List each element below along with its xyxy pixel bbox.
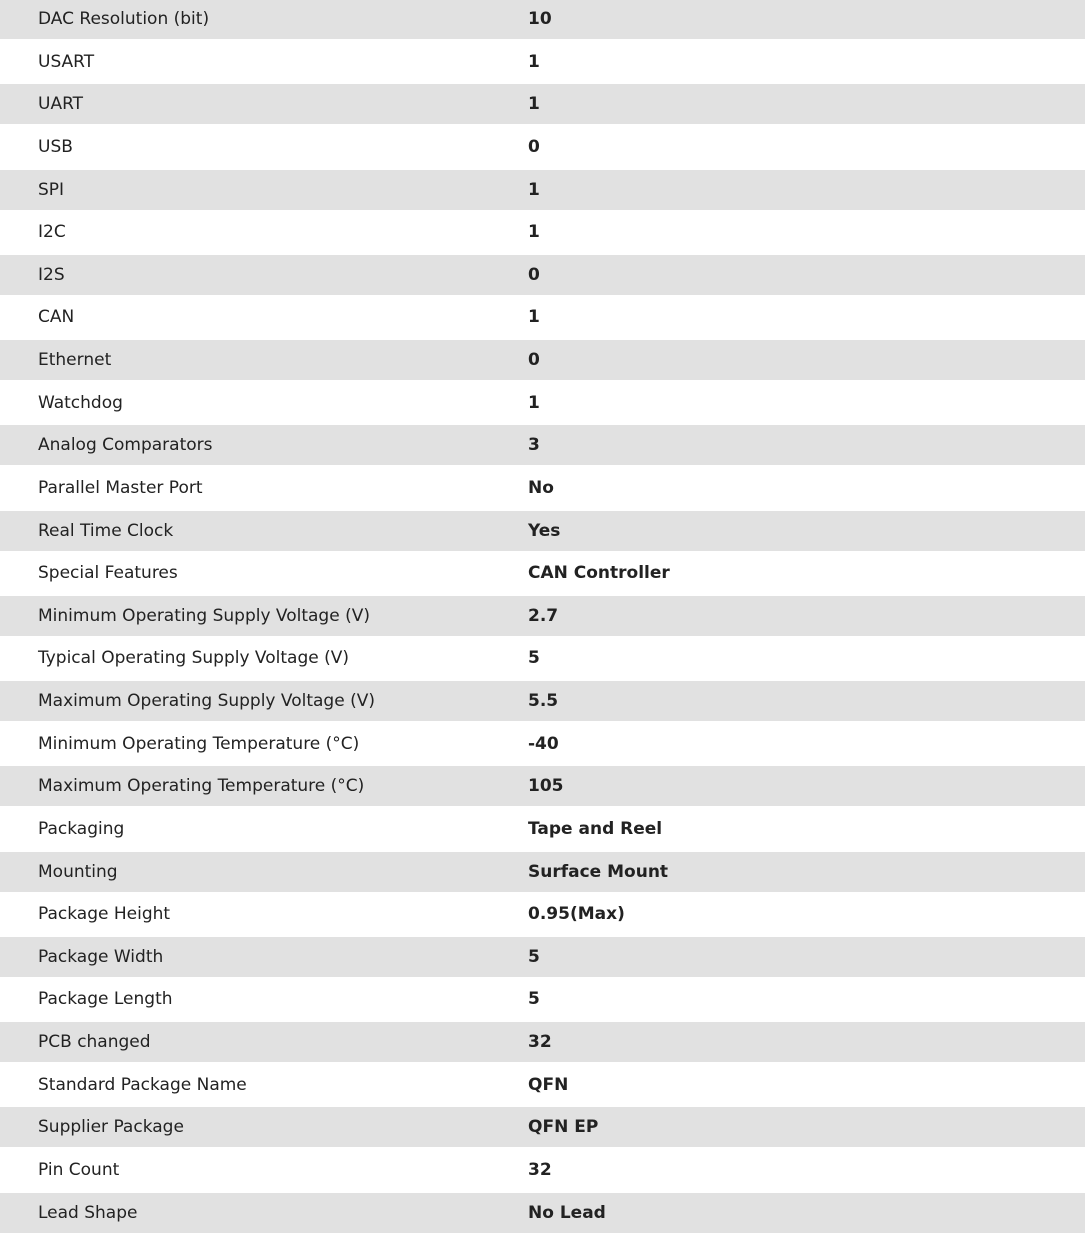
spec-row: [0, 511, 1085, 551]
spec-value: 0: [528, 350, 540, 370]
spec-row: [0, 380, 1085, 425]
spec-label: Minimum Operating Supply Voltage (V): [38, 605, 370, 626]
spec-value: 1: [528, 179, 540, 200]
spec-row: [0, 465, 1085, 510]
spec-label: Mounting: [38, 861, 118, 882]
spec-label: Package Height: [38, 904, 171, 925]
spec-row: [0, 39, 1085, 84]
spec-label: Watchdog: [38, 392, 123, 413]
spec-value: 105: [528, 776, 564, 797]
spec-row: [0, 636, 1085, 681]
spec-label: I2S: [38, 264, 65, 285]
spec-value: No: [528, 477, 554, 498]
spec-row: [0, 295, 1085, 340]
spec-label: Maximum Operating Supply Voltage (V): [38, 691, 375, 711]
spec-row: [0, 170, 1085, 210]
spec-label: I2C: [38, 222, 66, 243]
spec-row: [0, 340, 1085, 380]
spec-label: Ethernet: [38, 350, 112, 370]
spec-value: Yes: [528, 520, 561, 541]
spec-row: [0, 681, 1085, 721]
spec-value: 32: [528, 1032, 552, 1052]
spec-row: [0, 124, 1085, 169]
spec-row: [0, 551, 1085, 596]
spec-label: Supplier Package: [38, 1117, 184, 1138]
spec-row: [0, 1062, 1085, 1107]
spec-value: QFN: [528, 1074, 569, 1095]
spec-label: Parallel Master Port: [38, 477, 203, 498]
spec-value: 1: [528, 392, 540, 413]
spec-label: CAN: [38, 307, 75, 328]
spec-value: CAN Controller: [528, 563, 670, 584]
spec-row: [0, 255, 1085, 295]
spec-label: DAC Resolution (bit): [38, 9, 210, 29]
spec-value: No Lead: [528, 1202, 606, 1223]
spec-value: 32: [528, 1159, 552, 1180]
spec-row: [0, 892, 1085, 937]
spec-value: 1: [528, 51, 540, 72]
spec-value: 1: [528, 222, 540, 243]
spec-label: PCB changed: [38, 1032, 151, 1052]
spec-row: [0, 852, 1085, 892]
spec-value: 2.7: [528, 605, 559, 626]
spec-row: [0, 1193, 1085, 1233]
spec-value: 5: [528, 648, 540, 669]
spec-row: [0, 766, 1085, 806]
spec-value: 0: [528, 264, 540, 285]
spec-value: 5: [528, 946, 540, 967]
spec-row: [0, 977, 1085, 1022]
spec-value: 0: [528, 136, 540, 157]
spec-row: [0, 1022, 1085, 1062]
spec-value: 0.95(Max): [528, 904, 625, 925]
spec-value: 10: [528, 9, 552, 29]
spec-label: Typical Operating Supply Voltage (V): [38, 648, 349, 669]
spec-label: USART: [38, 51, 95, 72]
spec-value: -40: [528, 733, 559, 754]
spec-label: Minimum Operating Temperature (°C): [38, 733, 360, 754]
spec-value: 1: [528, 94, 540, 115]
spec-value: 5: [528, 989, 540, 1010]
spec-value: 3: [528, 435, 540, 456]
spec-label: Analog Comparators: [38, 435, 213, 456]
spec-label: Package Length: [38, 989, 173, 1010]
spec-label: UART: [38, 94, 84, 115]
spec-value: 1: [528, 307, 540, 328]
spec-row: [0, 84, 1085, 124]
spec-label: Packaging: [38, 818, 125, 839]
spec-label: Lead Shape: [38, 1202, 138, 1223]
spec-label: Special Features: [38, 563, 178, 584]
spec-value: QFN EP: [528, 1117, 599, 1138]
spec-label: Pin Count: [38, 1159, 120, 1180]
spec-value: 5.5: [528, 691, 559, 711]
spec-row: [0, 596, 1085, 636]
spec-row: [0, 937, 1085, 977]
spec-value: Surface Mount: [528, 861, 669, 882]
spec-label: Standard Package Name: [38, 1074, 247, 1095]
spec-row: [0, 1147, 1085, 1192]
spec-row: [0, 0, 1085, 39]
spec-row: [0, 806, 1085, 851]
spec-label: USB: [38, 136, 73, 157]
spec-value: Tape and Reel: [528, 818, 663, 839]
spec-row: [0, 1107, 1085, 1147]
spec-label: SPI: [38, 179, 65, 200]
spec-label: Maximum Operating Temperature (°C): [38, 776, 365, 797]
spec-label: Real Time Clock: [38, 520, 174, 541]
spec-row: [0, 721, 1085, 766]
spec-row: [0, 210, 1085, 255]
spec-row: [0, 425, 1085, 465]
spec-label: Package Width: [38, 946, 164, 967]
